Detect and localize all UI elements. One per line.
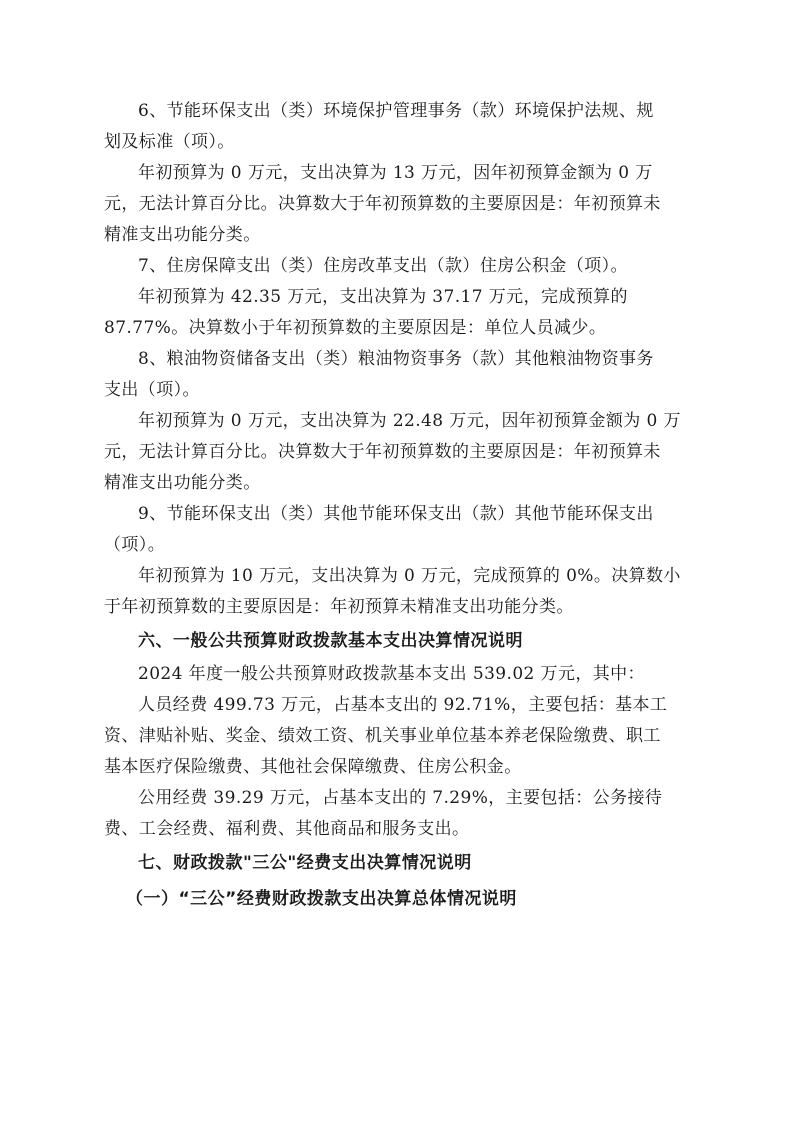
section-heading-6: 六、一般公共预算财政拨款基本支出决算情况说明: [138, 631, 523, 651]
text-line: 6、节能环保支出（类）环境保护管理事务（款）环境保护法规、规: [138, 101, 654, 121]
subsection-heading-7-1: （一）“三公”经费财政拨款支出决算总体情况说明: [126, 889, 517, 909]
paragraph-item-7: [104, 251, 704, 282]
text-line: 基本医疗保险缴费、其他社会保障缴费、住房公积金。: [104, 757, 522, 777]
document-page: [104, 96, 704, 917]
text-line: 2024 年度一般公共预算财政拨款基本支出 539.02 万元，其中：: [138, 664, 645, 684]
text-line: 精准支出功能分类。: [104, 473, 261, 493]
text-line: 年初预算为 0 万元，支出决算为 22.48 万元，因年初预算金额为 0 万: [138, 411, 681, 431]
text-line: 资、津贴补贴、奖金、绩效工资、机关事业单位基本养老保险缴费、职工: [104, 726, 661, 746]
section-heading-7: 七、财政拨款"三公"经费支出决算情况说明: [138, 853, 472, 873]
text-line: 年初预算为 42.35 万元，支出决算为 37.17 万元，完成预算的: [138, 287, 628, 307]
paragraph-item-9: [104, 499, 704, 561]
paragraph-public-expenses: [104, 783, 704, 845]
paragraph-basic-expenditure: [104, 659, 704, 690]
text-line: 9、节能环保支出（类）其他节能环保支出（款）其他节能环保支出: [138, 504, 654, 524]
paragraph-item-7-detail: [104, 282, 704, 344]
text-line: 元，无法计算百分比。决算数大于年初预算数的主要原因是：年初预算未: [104, 442, 661, 462]
text-line: （项）。: [104, 535, 166, 555]
text-line: 7、住房保障支出（类）住房改革支出（款）住房公积金（项）。: [138, 256, 628, 276]
text-line: 年初预算为 0 万元，支出决算为 13 万元，因年初预算金额为 0 万: [138, 163, 653, 183]
text-line: 支出（项）。: [104, 380, 200, 400]
text-line: 公用经费 39.29 万元，占基本支出的 7.29%，主要包括：公务接待: [138, 788, 663, 808]
paragraph-personnel-expenses: [104, 690, 704, 783]
text-line: 划及标准（项）。: [104, 132, 235, 152]
text-line: 87.77%。决算数小于年初预算数的主要原因是：单位人员减少。: [104, 318, 607, 338]
text-line: 精准支出功能分类。: [104, 225, 261, 245]
paragraph-item-9-detail: [104, 561, 704, 623]
paragraph-item-6-detail: [104, 158, 704, 251]
text-line: 费、工会经费、福利费、其他商品和服务支出。: [104, 819, 470, 839]
text-line: 元，无法计算百分比。决算数大于年初预算数的主要原因是：年初预算未: [104, 194, 661, 214]
paragraph-item-6: [104, 96, 704, 158]
text-line: 年初预算为 10 万元，支出决算为 0 万元，完成预算的 0%。决算数小: [138, 566, 681, 586]
paragraph-item-8-detail: [104, 406, 704, 499]
paragraph-item-8: [104, 344, 704, 406]
text-line: 8、粮油物资储备支出（类）粮油物资事务（款）其他粮油物资事务: [138, 349, 654, 369]
text-line: 人员经费 499.73 万元，占基本支出的 92.71%，主要包括：基本工: [138, 695, 668, 715]
text-line: 于年初预算数的主要原因是：年初预算未精准支出功能分类。: [104, 597, 574, 617]
